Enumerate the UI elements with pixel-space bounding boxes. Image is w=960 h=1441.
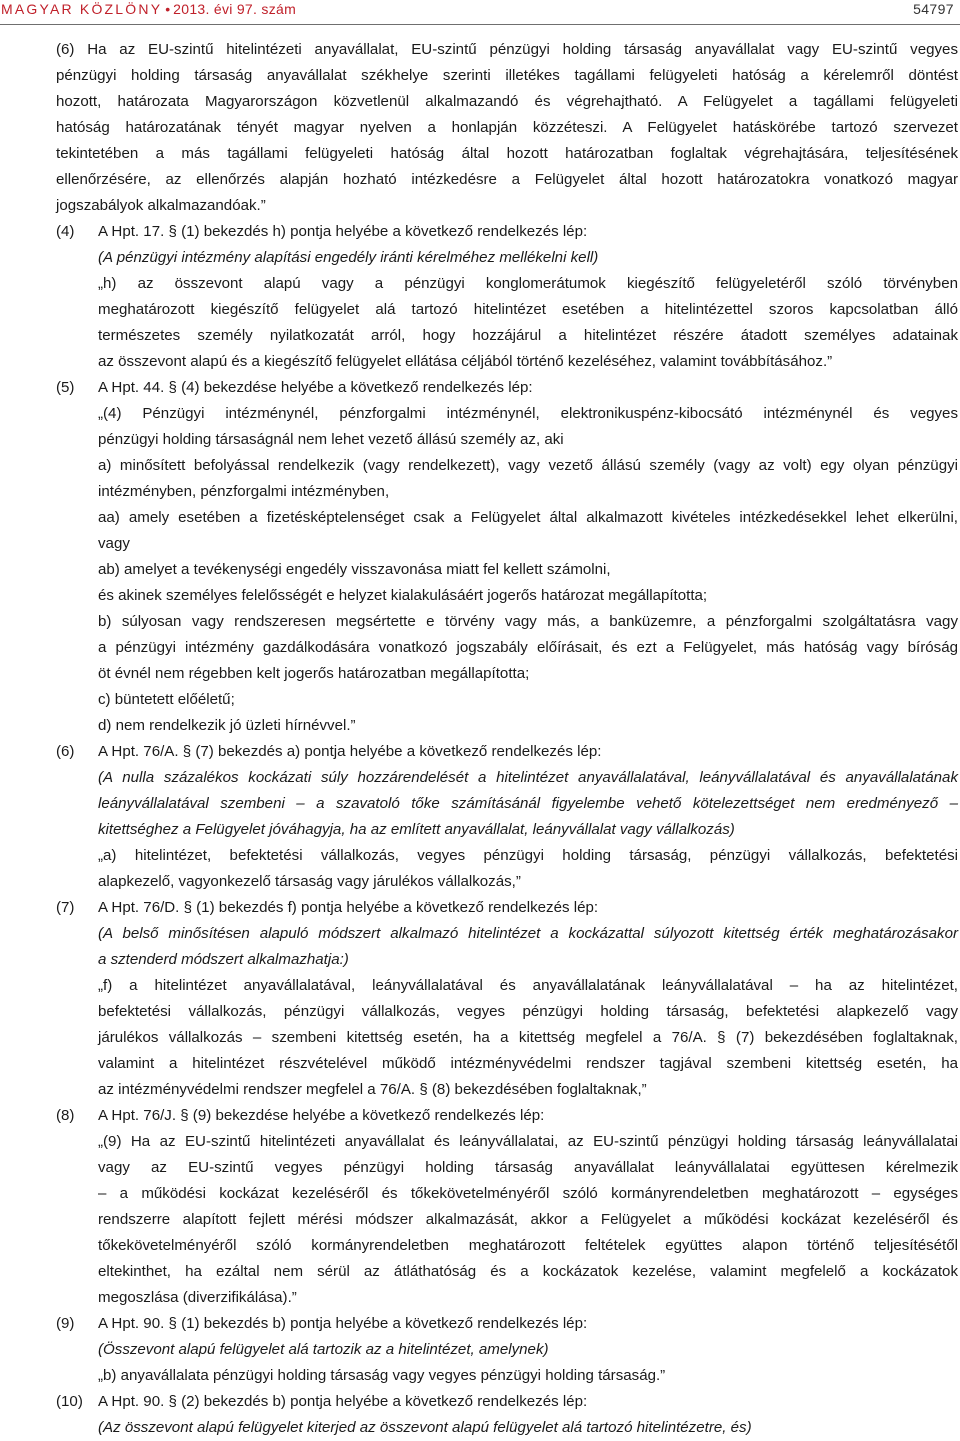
text-line: alapkezelő, vagyonkezelő társaság vagy járulékos vállalkozás,” bbox=[98, 873, 521, 890]
provision-6 bbox=[56, 739, 958, 895]
provision-number: (9) bbox=[56, 1315, 75, 1332]
provision-intro: A Hpt. 90. § (1) bekezdés b) pontja helyébe a következő rendelkezés lép: bbox=[98, 1315, 588, 1332]
text-line: jogszabályok alkalmazandóak.” bbox=[56, 197, 266, 214]
text-line: pénzügyi holding társaság anyavállalat székhelye szerinti illetékes tagállami felügyeleti hatóság a kérelemről döntést bbox=[56, 67, 958, 84]
text-line: eltekinthet, ha ezáltal nem sérül az átláthatóság és a kockázatok kezelése, valamint megfelelő a kockázatok bbox=[98, 1263, 958, 1280]
provision-context: (A pénzügyi intézmény alapítási engedély iránti kérelméhez mellékelni kell) bbox=[98, 249, 599, 266]
text-line: „(4) Pénzügyi intézménynél, pénzforgalmi intézménynél, elektronikuspénz-kibocsátó intézménynél és vegyes bbox=[98, 405, 958, 422]
text-line: hatóság határozatának tényét magyar nyelven a honlapján közzéteszi. A Felügyelet hatáskörébe tartozó szervezet bbox=[56, 119, 958, 136]
provision-number: (6) bbox=[56, 743, 75, 760]
running-header bbox=[0, 0, 960, 25]
text-line: befektetési vállalkozás, pénzügyi vállalkozás, vegyes pénzügyi holding társaság, befektetési alapkezelő vagy bbox=[98, 1003, 958, 1020]
text-line: „a) hitelintézet, befektetési vállalkozás, vegyes pénzügyi holding társaság, pénzügyi vállalkozás, befektetési bbox=[98, 847, 958, 864]
text-line: tekintetében a más tagállami felügyeleti hatóság által hozott határozatban foglaltak végrehajtására, teljesítésének bbox=[56, 145, 958, 162]
text-line: „b) anyavállalata pénzügyi holding társaság vagy vegyes pénzügyi holding társaság.” bbox=[98, 1367, 666, 1384]
text-line: meghatározott kiegészítő felügyelet alá tartozó hitelintézet esetében a hitelintézettel szoros kapcsolatban álló bbox=[98, 301, 958, 318]
text-line: az intézményvédelmi rendszer megfelel a 76/A. § (8) bekezdésében foglaltaknak,” bbox=[98, 1081, 647, 1098]
provision-context: a sztenderd módszert alkalmazhatja:) bbox=[98, 951, 349, 968]
provision-number: (8) bbox=[56, 1107, 75, 1124]
provision-7 bbox=[56, 895, 958, 1103]
header-publication-line bbox=[1, 1, 296, 17]
text-line: intézményben, pénzforgalmi intézményben, bbox=[98, 483, 390, 500]
text-line: (6) Ha az EU-szintű hitelintézeti anyavállalat, EU-szintű pénzügyi holding társaság anyavállalat vagy EU-szintű vegyes bbox=[56, 41, 958, 58]
provision-9 bbox=[56, 1311, 958, 1389]
text-line: vagy bbox=[98, 535, 130, 552]
text-line: öt évnél nem régebben kelt jogerős határozatban megállapította; bbox=[98, 665, 530, 682]
provision-intro: A Hpt. 17. § (1) bekezdés h) pontja helyébe a következő rendelkezés lép: bbox=[98, 223, 588, 240]
provision-intro: A Hpt. 44. § (4) bekezdése helyébe a következő rendelkezés lép: bbox=[98, 379, 533, 396]
provision-number: (10) bbox=[56, 1393, 83, 1410]
issue-number: 2013. évi 97. szám bbox=[173, 1, 297, 17]
text-line: b) súlyosan vagy rendszeresen megsértette e törvény vagy más, a banküzemre, a pénzforgalmi szolgáltatásra vagy bbox=[98, 613, 958, 630]
header-separator: • bbox=[165, 1, 171, 17]
provision-intro: A Hpt. 76/J. § (9) bekezdése helyébe a következő rendelkezés lép: bbox=[98, 1107, 545, 1124]
text-line: megoszlása (diverzifikálása).” bbox=[98, 1289, 297, 1306]
provision-context: (A nulla százalékos kockázati súly hozzárendelését a hitelintézet anyavállalatával, leányvállalatával és anyavállalatának bbox=[98, 769, 958, 786]
provision-context: (A belső minősítésen alapuló módszert alkalmazó hitelintézet a kockázattal súlyozott kitettség érték meghatározásakor bbox=[98, 925, 958, 942]
provision-context: kitettséghez a Felügyelet jóváhagyja, ha az említett anyavállalat, leányvállalat vagy vállalkozás) bbox=[98, 821, 735, 838]
provision-number: (4) bbox=[56, 223, 75, 240]
text-line: a) minősített befolyással rendelkezik (vagy rendelkezett), vagy vezető állású személy (vagy az volt) egy olyan pénzügyi bbox=[98, 457, 958, 474]
publication-name: MAGYAR KÖZLÖNY bbox=[1, 1, 163, 17]
text-line: hozott, határozata Magyarországon közvetlenül alkalmazandó és végrehajtható. A Felügyelet a tagállami felügyeleti bbox=[56, 93, 958, 110]
text-line: „(9) Ha az EU-szintű hitelintézeti anyavállalat és leányvállalatai, az EU-szintű pénzügyi holding társaság leányvállalatai bbox=[98, 1133, 958, 1150]
provision-intro: A Hpt. 76/D. § (1) bekezdés f) pontja helyébe a következő rendelkezés lép: bbox=[98, 899, 599, 916]
provision-5 bbox=[56, 375, 958, 739]
text-line: természetes személy nyilatkozatát arról, hogy hozzájárul a hitelintézet részére átadott személyes adatainak bbox=[98, 327, 958, 344]
provision-intro: A Hpt. 76/A. § (7) bekezdés a) pontja helyébe a következő rendelkezés lép: bbox=[98, 743, 602, 760]
provision-8 bbox=[56, 1103, 958, 1311]
provision-context: (Összevont alapú felügyelet alá tartozik az a hitelintézet, amelynek) bbox=[98, 1341, 549, 1358]
text-line: „f) a hitelintézet anyavállalatával, leányvállalatával és anyavállalatának leányvállalatával – ha az hitelintézet, bbox=[98, 977, 958, 994]
text-line: aa) amely esetében a fizetésképtelenséget csak a Felügyelet által alkalmazott kivételes intézkedésekkel lehet elkerülni, bbox=[98, 509, 958, 526]
document-body bbox=[56, 37, 958, 1441]
provision-number: (7) bbox=[56, 899, 75, 916]
provision-10 bbox=[56, 1389, 958, 1441]
text-line: a pénzügyi intézmény gazdálkodására vonatkozó jogszabály előírásait, és ezt a Felügyelet, más hatóság vagy bíróság bbox=[98, 639, 958, 656]
text-line: ab) amelyet a tevékenységi engedély visszavonása miatt fel kellett számolni, bbox=[98, 561, 611, 578]
provision-4 bbox=[56, 219, 958, 375]
provision-number: (5) bbox=[56, 379, 75, 396]
text-line: d) nem rendelkezik jó üzleti hírnévvel.” bbox=[98, 717, 356, 734]
provision-context: leányvállalatával szembeni – a szavatoló tőke számításánál figyelembe vehető kötelezettséget nem eredményező – bbox=[98, 795, 958, 812]
provision-context: (Az összevont alapú felügyelet kiterjed az összevont alapú felügyelet alá tartozó hitelintézetre, és) bbox=[98, 1419, 752, 1436]
page-number: 54797 bbox=[913, 1, 954, 17]
text-line: rendszerre alapított fejlett mérési módszer alkalmazását, akkor a Felügyelet a működési kockázat kezeléséről és bbox=[98, 1211, 958, 1228]
text-line: tőkekövetelményéről szóló kormányrendeletben meghatározott feltételek együttes alapon történő teljesítésétől bbox=[98, 1237, 958, 1254]
text-line: c) büntetett előéletű; bbox=[98, 691, 235, 708]
text-line: pénzügyi holding társaságnál nem lehet vezető állású személy az, aki bbox=[98, 431, 564, 448]
text-line: járulékos vállalkozás – szembeni kitettség esetén, ha a kitettség megfelel a 76/A. § (7) bekezdésében foglaltaknak, bbox=[98, 1029, 958, 1046]
text-line: valamint a hitelintézet részvételével működő intézményvédelmi rendszer tagjával szembeni kitettség esetén, ha bbox=[98, 1055, 958, 1072]
provision-intro: A Hpt. 90. § (2) bekezdés b) pontja helyébe a következő rendelkezés lép: bbox=[98, 1393, 588, 1410]
text-line: ellenőrzésére, az ellenőrzés alapján hozható intézkedésre a Felügyelet által hozott határozatokra vonatkozó magyar bbox=[56, 171, 958, 188]
text-line: „h) az összevont alapú vagy a pénzügyi konglomerátumok kiegészítő felügyeletéről szóló törvényben bbox=[98, 275, 958, 292]
text-line: – a működési kockázat kezeléséről és tőkekövetelményéről szóló kormányrendeletben meghatározott – egységes bbox=[98, 1185, 958, 1202]
text-line: vagy az EU-szintű vegyes pénzügyi holding társaság anyavállalat leányvállalatai együttesen kérelmezik bbox=[98, 1159, 958, 1176]
text-line: az összevont alapú és a kiegészítő felügyelet ellátása céljából történő kezeléséhez, valamint továbbításához.” bbox=[98, 353, 833, 370]
text-line: és akinek személyes felelősségét e helyzet kialakulásáért jogerős határozat megállapította; bbox=[98, 587, 708, 604]
quoted-paragraph-6 bbox=[56, 37, 958, 219]
